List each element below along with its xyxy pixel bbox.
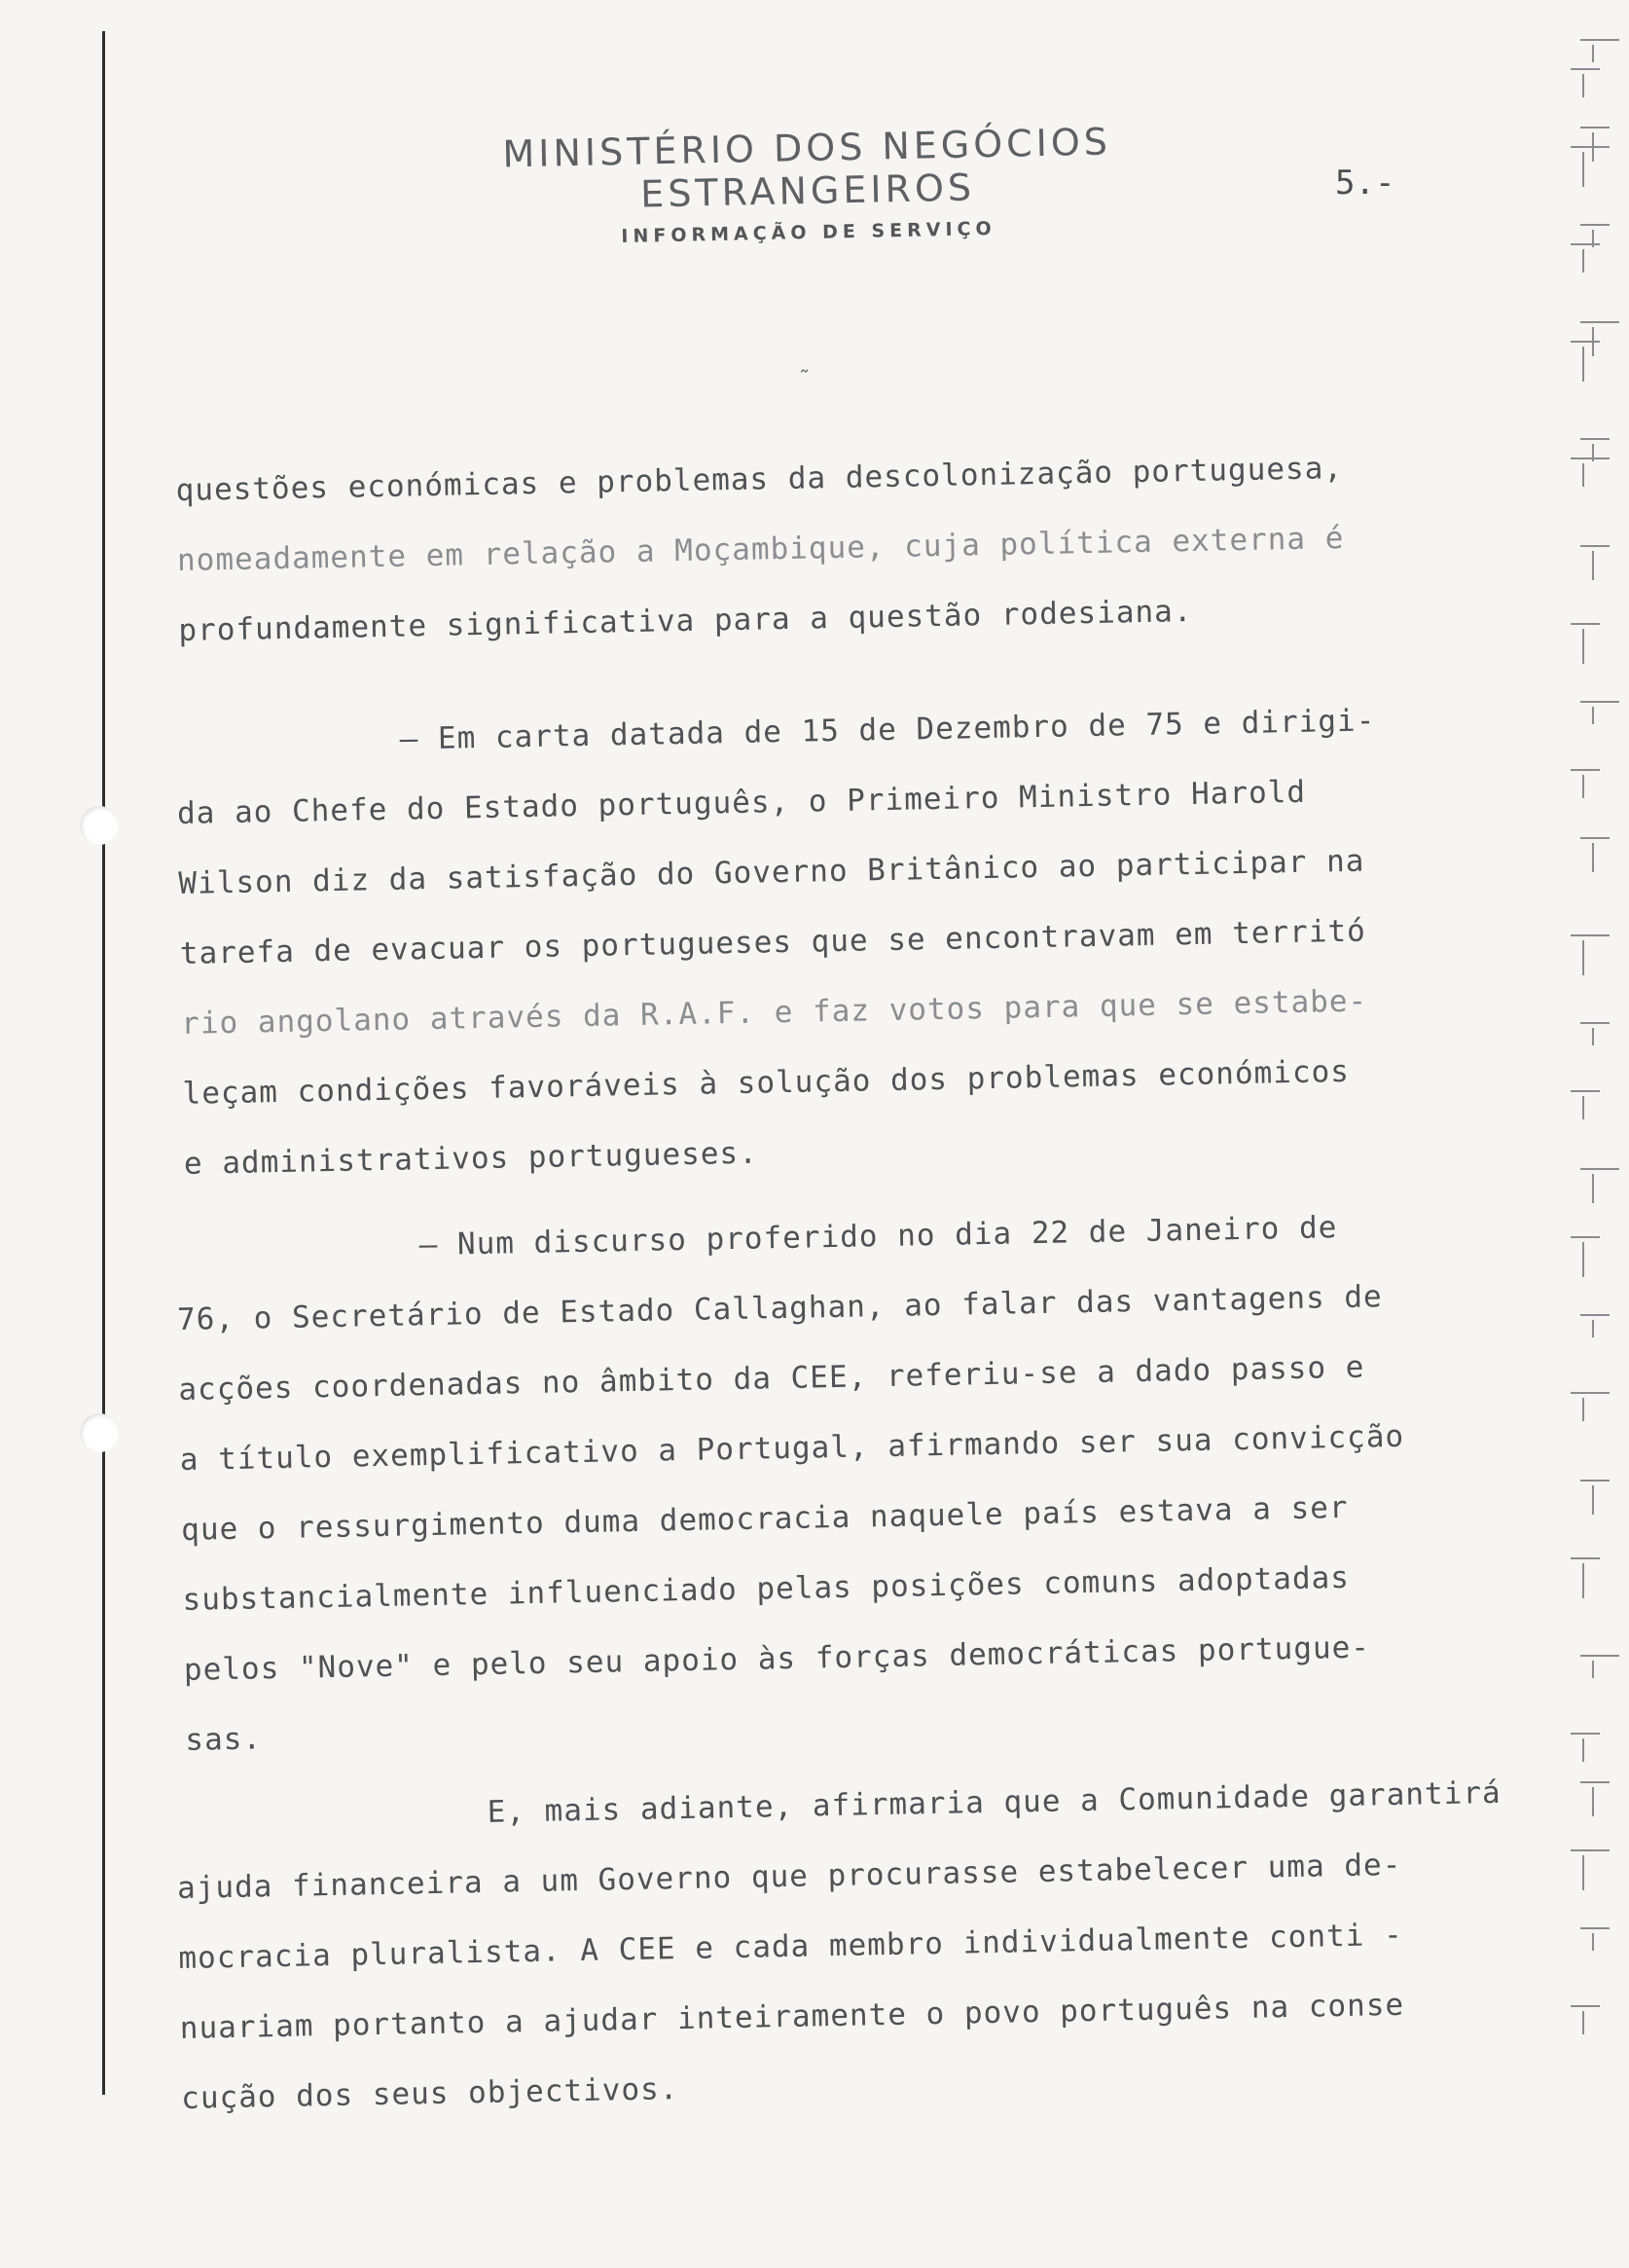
edge-mark (1580, 1314, 1610, 1316)
edge-mark (1571, 1733, 1600, 1735)
edge-mark (1582, 775, 1584, 798)
text-line: da ao Chefe do Estado português, o Primeiro Ministro Harold (176, 774, 1307, 831)
letterhead-subtitle: INFORMAÇÃO DE SERVIÇO (621, 217, 996, 248)
edge-mark (1571, 341, 1600, 343)
text-line: rio angolano através da R.A.F. e faz votos para que se estabe- (180, 983, 1368, 1042)
text-line: tarefa de evacuar os portugueses que se encontravam em territó (179, 913, 1367, 971)
edge-mark (1571, 243, 1600, 245)
edge-mark (1592, 1933, 1594, 1951)
text-line: 76, o Secretário de Estado Callaghan, ao falar das vantagens de (176, 1279, 1384, 1337)
edge-mark (1580, 1022, 1610, 1024)
edge-mark (1571, 769, 1600, 771)
stray-mark: ˜ (798, 368, 812, 392)
text-line: nuariam portanto a ajudar inteiramente o povo português na conse (179, 1987, 1405, 2046)
ministry-title: MINISTÉRIO DOS NEGÓCIOS ESTRANGEIROS (502, 120, 1112, 216)
edge-mark (1571, 1849, 1610, 1851)
text-line: — Num discurso proferido no dia 22 de Janeiro de (418, 1210, 1338, 1263)
text-line: leçam condições favoráveis à solução dos problemas económicos (182, 1053, 1351, 1112)
edge-mark (1580, 1781, 1610, 1783)
edge-mark (1582, 74, 1584, 97)
letterhead (349, 117, 1266, 253)
right-edge-binding-marks (1532, 0, 1629, 2268)
edge-mark (1592, 1028, 1594, 1045)
text-line: ajuda financeira a um Governo que procurasse estabelecer uma de- (176, 1847, 1402, 1906)
edge-mark (1592, 707, 1594, 724)
text-line: Wilson diz da satisfação do Governo Britânico ao participar na (178, 843, 1365, 901)
paragraph-2 (175, 684, 1459, 1199)
left-margin-rule (102, 31, 105, 2095)
edge-mark (1580, 1480, 1610, 1482)
text-line: pelos "Nove" e pelo seu apoio às forças democráticas portugue- (183, 1629, 1371, 1688)
text-line: profundamente significativa para a questão rodesiana. (178, 593, 1193, 648)
punch-hole (80, 806, 119, 845)
edge-mark (1571, 1236, 1600, 1238)
edge-mark (1582, 1738, 1584, 1762)
edge-mark (1592, 45, 1594, 62)
text-line: que o ressurgimento duma democracia naquele país estava a ser (180, 1489, 1349, 1548)
edge-mark (1592, 843, 1594, 872)
edge-mark (1580, 224, 1610, 226)
edge-mark (1571, 623, 1600, 625)
edge-mark (1582, 463, 1584, 487)
edge-mark (1571, 457, 1610, 459)
text-line: — Em carta datada de 15 de Dezembro de 75 e dirigi- (399, 703, 1376, 757)
edge-mark (1582, 1855, 1584, 1890)
text-line: sas. (185, 1721, 263, 1758)
edge-mark (1582, 249, 1584, 273)
edge-mark (1571, 68, 1600, 70)
edge-mark (1582, 1398, 1584, 1421)
edge-mark (1571, 2005, 1600, 2007)
edge-mark (1582, 940, 1584, 975)
text-line: questões económicas e problemas da descolonização portuguesa, (175, 450, 1344, 508)
edge-mark (1571, 934, 1610, 936)
punch-hole (80, 1413, 119, 1452)
edge-mark (1580, 127, 1610, 128)
edge-mark (1580, 1168, 1619, 1170)
edge-mark (1592, 1174, 1594, 1203)
edge-mark (1582, 1563, 1584, 1598)
paragraph-1 (175, 431, 1454, 666)
edge-mark (1580, 1655, 1619, 1657)
edge-mark (1580, 321, 1619, 323)
edge-mark (1571, 1090, 1600, 1092)
edge-mark (1571, 1392, 1610, 1394)
edge-mark (1582, 629, 1584, 664)
edge-mark (1580, 438, 1610, 440)
edge-mark (1592, 1485, 1594, 1515)
edge-mark (1580, 545, 1610, 547)
edge-mark (1571, 1557, 1600, 1559)
edge-mark (1582, 1096, 1584, 1119)
edge-mark (1582, 2011, 1584, 2034)
edge-mark (1582, 1242, 1584, 1277)
edge-mark (1582, 347, 1584, 382)
edge-mark (1580, 39, 1619, 41)
paragraph-4 (175, 1759, 1502, 2134)
edge-mark (1580, 701, 1619, 703)
edge-mark (1580, 837, 1610, 839)
edge-mark (1592, 551, 1594, 580)
text-line: e administrativos portugueses. (183, 1135, 759, 1182)
edge-mark (1592, 1787, 1594, 1816)
edge-mark (1580, 1927, 1610, 1929)
page-number: 5.- (1335, 164, 1395, 202)
edge-mark (1571, 146, 1610, 148)
text-line: E, mais adiante, afirmaria que a Comunidade garantirá (487, 1774, 1502, 1830)
text-line: mocracia pluralista. A CEE e cada membro individualmente conti - (178, 1917, 1404, 1976)
text-line: cução dos seus objectivos. (180, 2071, 679, 2116)
text-line: a título exemplificativo a Portugal, afirmando ser sua convicção (179, 1418, 1405, 1478)
text-line: nomeadamente em relação a Moçambique, cuja política externa é (176, 520, 1345, 578)
text-line: acções coordenadas no âmbito da CEE, referiu-se a dado passo e (178, 1349, 1365, 1408)
text-line: substancialmente influenciado pelas posições comuns adoptadas (182, 1559, 1351, 1618)
paragraph-3 (175, 1190, 1461, 1775)
edge-mark (1592, 1661, 1594, 1678)
edge-mark (1592, 1320, 1594, 1337)
edge-mark (1582, 152, 1584, 187)
